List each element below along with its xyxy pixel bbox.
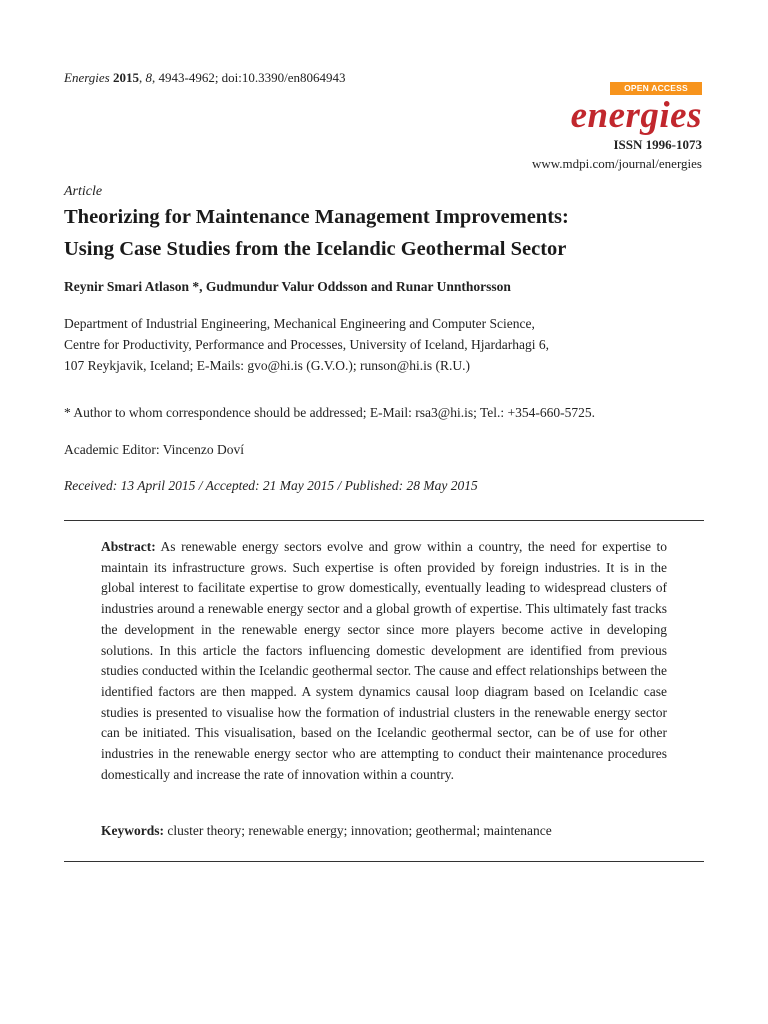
article-type: Article: [64, 184, 103, 199]
abstract-text: As renewable energy sectors evolve and grow within a country, the need for expertise to maintain its infrastructure grows. Such expertise is often provided by foreign industries. It is in the global interest to facilitate expertise to grow domestically, eventually leading to widespread clusters of industries around a renewable energy sector and a global growth of expertise. This ultimately fast tracks the development in the renewable energy sector since more players become active in developing solutions. In this article the factors influencing domestic development are identified from previous studies conducted within the Icelandic geothermal sector. The cause and effect relationships between the identified factors are then mapped. A system dynamics causal loop diagram based on Icelandic case studies is presented to visualise how the formation of industrial clusters in the renewable energy sector can be initiated. This visualisation, based on the Icelandic geothermal sector, can be of use for other industries in the renewable energy sector who are attempting to conduct their maintenance procedures domestically and increase the rate of innovation within a country.: [101, 539, 667, 782]
keywords: [101, 823, 552, 839]
divider-bottom: [64, 861, 704, 862]
authors: Reynir Smari Atlason *, Gudmundur Valur Oddsson and Runar Unnthorsson: [64, 279, 511, 294]
keywords-text: cluster theory; renewable energy; innovation; geothermal; maintenance: [167, 823, 552, 838]
keywords-label: Keywords:: [101, 823, 164, 838]
affiliation-line-2: Centre for Productivity, Performance and Processes, University of Iceland, Hjardarhagi 6,: [64, 337, 549, 352]
citation-line: Energies 2015, 8, 4943-4962; doi:10.3390/en8064943: [64, 70, 346, 85]
publication-dates: Received: 13 April 2015 / Accepted: 21 May 2015 / Published: 28 May 2015: [64, 478, 478, 493]
paper-title-line-1: Theorizing for Maintenance Management Improvements:: [64, 206, 569, 228]
paper-title-line-2: Using Case Studies from the Icelandic Geothermal Sector: [64, 238, 567, 260]
divider-top: [64, 520, 704, 521]
academic-editor: Academic Editor: Vincenzo Doví: [64, 442, 245, 457]
affiliation-line-1: Department of Industrial Engineering, Mechanical Engineering and Computer Science,: [64, 316, 535, 331]
citation-volume: 8: [145, 70, 152, 85]
citation-year: 2015: [112, 70, 139, 85]
citation-journal: Energies: [64, 70, 110, 85]
correspondence-note: * Author to whom correspondence should be addressed; E-Mail: rsa3@hi.is; Tel.: +354-660-5725.: [64, 405, 596, 420]
issn: ISSN 1996-1073: [613, 137, 702, 152]
journal-url: www.mdpi.com/journal/energies: [531, 156, 702, 171]
abstract-label: Abstract:: [101, 539, 156, 554]
open-access-badge: OPEN ACCESS: [610, 82, 702, 95]
journal-logo: energies: [570, 95, 702, 136]
abstract: [101, 537, 667, 785]
citation-rest: , 4943-4962; doi:10.3390/en8064943: [151, 70, 346, 85]
affiliation-line-3: 107 Reykjavik, Iceland; E-Mails: gvo@hi.is (G.V.O.); runson@hi.is (R.U.): [64, 358, 470, 373]
